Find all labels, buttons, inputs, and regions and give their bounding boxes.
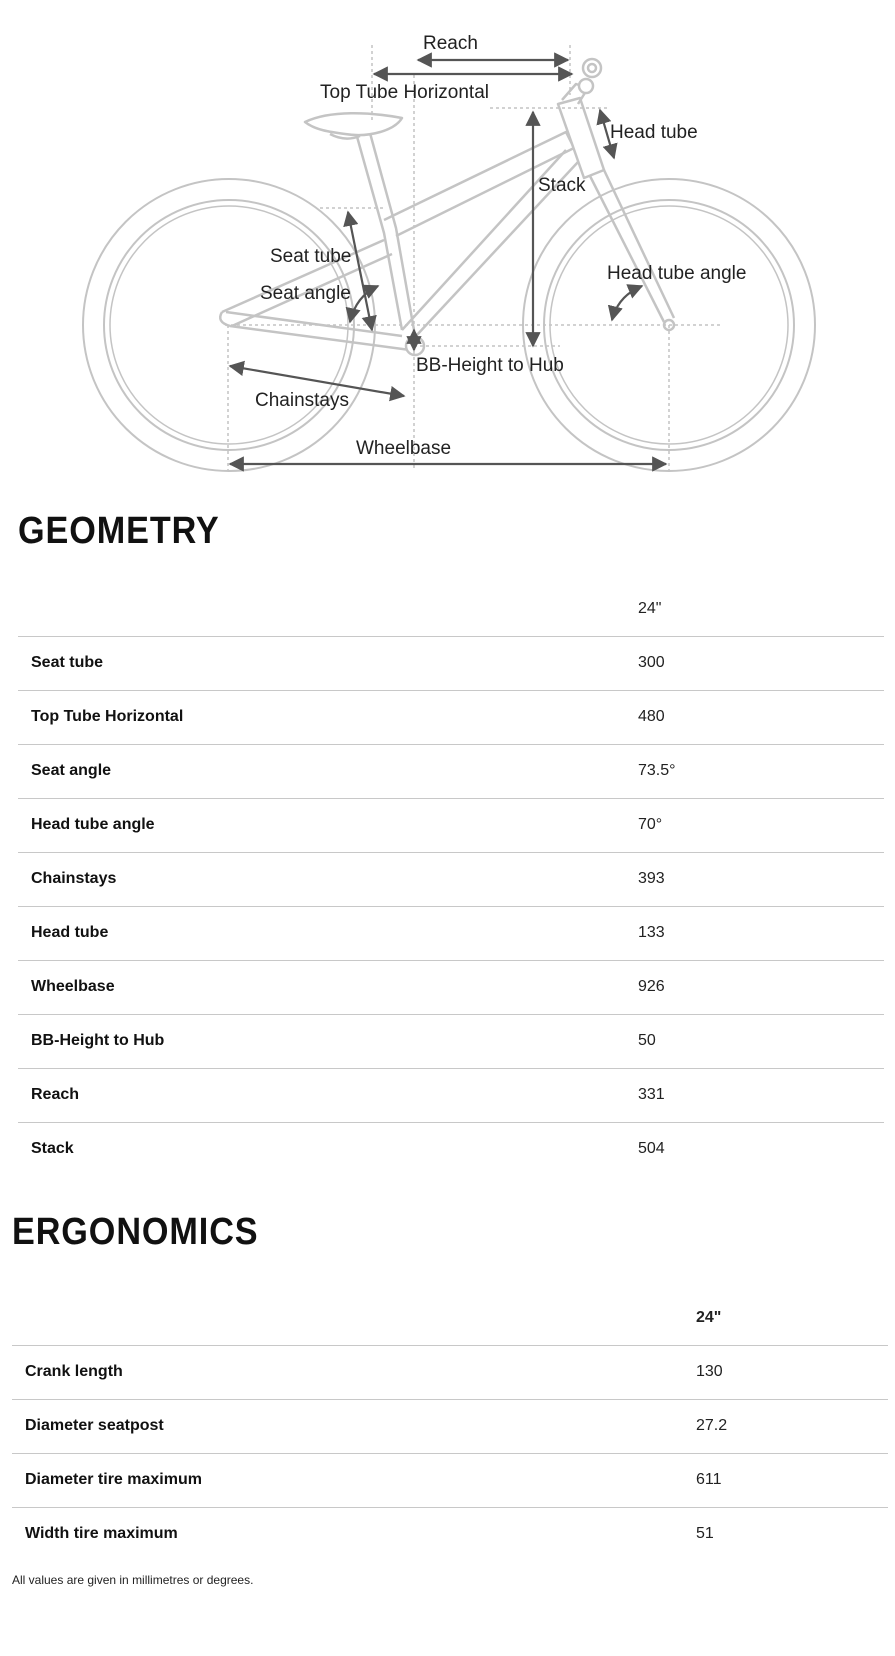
row-label: Width tire maximum xyxy=(12,1507,696,1561)
table-header-row xyxy=(12,1291,888,1345)
table-row xyxy=(18,906,884,960)
bike-drawing xyxy=(0,0,895,480)
row-label: Wheelbase xyxy=(18,960,638,1014)
table-row xyxy=(18,744,884,798)
row-value: 51 xyxy=(696,1507,888,1561)
label-top-tube-horizontal: Top Tube Horizontal xyxy=(320,82,489,103)
header-empty-cell xyxy=(18,583,638,636)
row-value: 300 xyxy=(638,636,884,690)
row-value: 70° xyxy=(638,798,884,852)
label-stack: Stack xyxy=(538,175,586,196)
row-label: Top Tube Horizontal xyxy=(18,690,638,744)
row-label: Seat angle xyxy=(18,744,638,798)
table-row xyxy=(12,1453,888,1507)
row-value: 133 xyxy=(638,906,884,960)
ergonomics-heading: ERGONOMICS xyxy=(12,1211,259,1253)
row-value: 130 xyxy=(696,1345,888,1399)
table-row xyxy=(12,1345,888,1399)
row-label: Diameter tire maximum xyxy=(12,1453,696,1507)
row-label: Crank length xyxy=(12,1345,696,1399)
ergonomics-table xyxy=(12,1291,888,1561)
geometry-table xyxy=(18,583,884,1176)
table-header-row xyxy=(18,583,884,636)
label-wheelbase: Wheelbase xyxy=(356,438,452,459)
row-value: 331 xyxy=(638,1068,884,1122)
table-row xyxy=(18,690,884,744)
label-head-tube: Head tube xyxy=(610,122,698,143)
table-row xyxy=(18,1068,884,1122)
size-header: 24" xyxy=(696,1308,722,1326)
table-row xyxy=(18,798,884,852)
table-row xyxy=(18,636,884,690)
row-label: Stack xyxy=(18,1122,638,1176)
row-label: Diameter seatpost xyxy=(12,1399,696,1453)
units-footnote: All values are given in millimetres or degrees. xyxy=(12,1573,254,1587)
row-value: 926 xyxy=(638,960,884,1014)
table-row xyxy=(18,1014,884,1068)
bike-geometry-diagram xyxy=(0,0,895,480)
label-chainstays: Chainstays xyxy=(255,390,349,411)
head-tube-angle-arrow xyxy=(612,286,642,320)
row-label: Chainstays xyxy=(18,852,638,906)
table-row xyxy=(12,1399,888,1453)
table-row xyxy=(18,852,884,906)
label-bb-height-to-hub: BB-Height to Hub xyxy=(416,355,564,376)
row-label: Head tube angle xyxy=(18,798,638,852)
table-row xyxy=(12,1507,888,1561)
row-value: 480 xyxy=(638,690,884,744)
row-label: Seat tube xyxy=(18,636,638,690)
label-reach: Reach xyxy=(423,33,478,54)
bike-frame xyxy=(220,59,674,355)
row-value: 50 xyxy=(638,1014,884,1068)
table-row xyxy=(18,960,884,1014)
label-head-tube-angle: Head tube angle xyxy=(607,263,747,284)
row-label: Head tube xyxy=(18,906,638,960)
label-seat-tube: Seat tube xyxy=(270,246,352,267)
row-label: Reach xyxy=(18,1068,638,1122)
row-value: 504 xyxy=(638,1122,884,1176)
row-value: 73.5° xyxy=(638,744,884,798)
size-header: 24" xyxy=(638,600,662,618)
row-value: 27.2 xyxy=(696,1399,888,1453)
row-value: 393 xyxy=(638,852,884,906)
row-label: BB-Height to Hub xyxy=(18,1014,638,1068)
table-row xyxy=(18,1122,884,1176)
row-value: 611 xyxy=(696,1453,888,1507)
header-empty-cell xyxy=(12,1291,696,1345)
geometry-heading: GEOMETRY xyxy=(18,510,220,552)
label-seat-angle: Seat angle xyxy=(260,283,351,304)
